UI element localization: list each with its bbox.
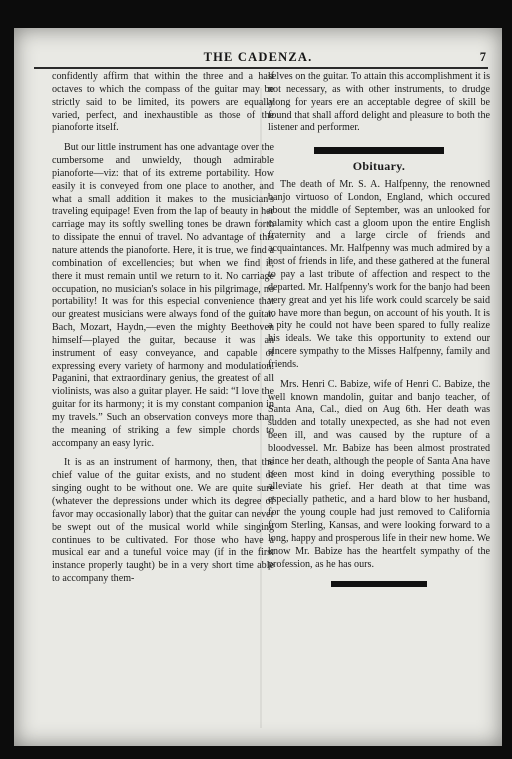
section-divider-rule — [314, 147, 444, 154]
page-number: 7 — [479, 50, 486, 64]
left-paragraph-3: It is as an instrument of harmony, then, that the chief value of the guitar exists, and no student of singing ought to be without one. We are quite sure (whatever the depressions under which its degree of favor may occasionally labor) that the guitar can never be swept out of the musical world while singing continues to be cultivated. For those who have a musical ear and a tuneful voice may (if in the first instance properly taught) be in a very short time able to accompany them- — [52, 457, 274, 585]
right-column — [268, 71, 490, 587]
end-rule — [331, 581, 427, 587]
magazine-page — [14, 28, 502, 746]
obituary-paragraph-babize: Mrs. Henri C. Babize, wife of Henri C. Babize, the well known mandolin, guitar and banjo teacher, of Santa Ana, Cal., died on Aug 6th. Her death was sudden and totally unexpected, as she had not even been ill, and was caused by the rupture of a bloodvessel. Mr. Babize has been almost prostrated since her death, although the people of Santa Ana have been most kind in doing everything possible to alleviate his grief. Her death at that time was especially pathetic, and a hard blow to her husband, for the young couple had just removed to California from Sterling, Kansas, and were looking forward to a long, happy and prosperous life in their new home. We know Mr. Babize has the heartfelt sympathy of the profession, as he has ours. — [268, 378, 490, 570]
left-paragraph-2: But our little instrument has one advantage over the cumbersome and unwieldy, though admirable pianoforte—viz: that of its extreme portability. How easily it is conveyed from one place to another, and what a small addition it makes to the musician's traveling equipage! Even from the lap of beauty in her carriage may its softly swelling tones be drawn forth to dissipate the ennui of travel. No advantage of this nature attends the pianoforte. Here, it is true, we find a combination of excellencies; but when we find it, there it must remain until we return to it. No carriage occupation, no musician's solace in his pilgrimage, no portability! It was for this especial convenience that our greatest musicians were always fond of the guitar. Bach, Mozart, Haydn,—even the mighty Beethoven himself—played the guitar, because it was an instrument of easy conveyance, and capable of expressing every variety of harmony and modulation. Paganini, that extraordinary genius, the greatest of all violinists, was also a guitar player. He said: “I love the guitar for its harmony; it is my constant companion in my travels.” Such an observation conveys more than the meaning of striking a few simple chords to accompany an easy lyric. — [52, 142, 274, 449]
right-paragraph-1: selves on the guitar. To attain this accomplishment it is not necessary, as with other instruments, to drudge along for years ere an acceptable degree of skill be found that shall afford delight and pleasure to both the listener and performer. — [268, 71, 490, 134]
obituary-heading: Obituary. — [352, 159, 406, 174]
left-paragraph-1: confidently affirm that within the three and a half octaves to which the compass of the guitar may be strictly said to be limited, its powers are equally varied, perfect, and inexhaustible as those of the pianoforte itself. — [52, 71, 274, 134]
left-column — [52, 71, 274, 586]
running-title: THE CADENZA. — [203, 50, 313, 64]
header-rule — [34, 67, 488, 69]
obituary-paragraph-halfpenny: The death of Mr. S. A. Halfpenny, the renowned banjo virtuoso of London, England, which occured about the middle of September, was an unlooked for calamity which cast a gloom upon the entire English fraternity and a large circle of friends and acquaintances. Mr. Halfpenny was much admired by a host of friends in life, and these gathered at the funeral to pay a last tribute of affection and respect to the departed. Mr. Halfpenny's work for the banjo had been very great and yet his life work could scarcely be said to have more than begun, on account of his youth. It is a pity he could not have been spared to fully realize his ideals. We take this opportunity to extend our sincere sympathy to the Misses Halfpenny, family and friends. — [268, 179, 490, 370]
running-head — [14, 50, 502, 64]
